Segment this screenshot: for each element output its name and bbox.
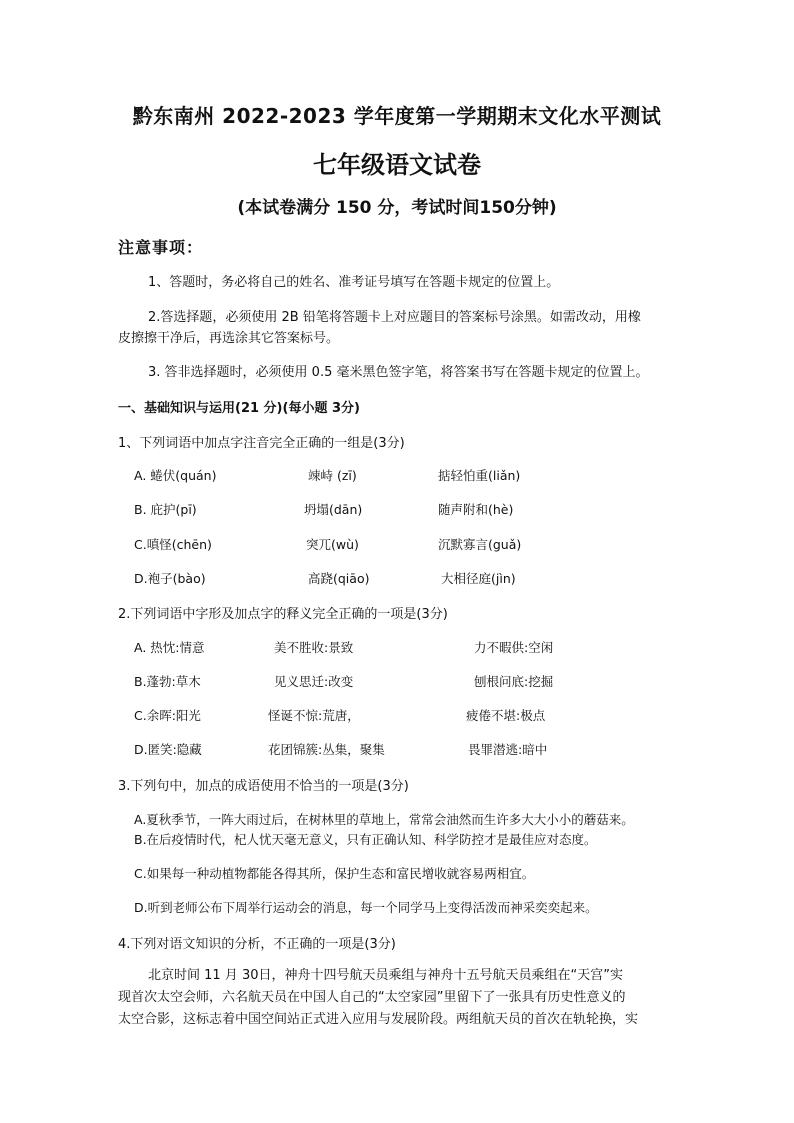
notice-heading: 注意事项： xyxy=(118,238,204,257)
q2-c-word-3: 疲倦不堪:极点 xyxy=(466,708,546,723)
q2-b-word-2: 见义思迁:改变 xyxy=(274,674,354,689)
q2-b-word-3: 刨根问底:挖掘 xyxy=(474,674,554,689)
q2-a-word-1: A. 热忱:情意 xyxy=(134,640,205,655)
q2-a-word-3: 力不暇供:空闲 xyxy=(474,640,554,655)
q4-passage-line-2: 现首次太空会师，六名航天员在中国人自己的“太空家园”里留下了一张具有历史性意义的 xyxy=(118,990,626,1005)
q1-b-word-2: 坍塌(dān) xyxy=(304,502,363,517)
q1-a-word-1: A. 蜷伏(quán) xyxy=(134,468,217,483)
q1-c-word-3: 沉默寡言(guǎ) xyxy=(438,537,522,552)
q4-passage-line-1: 北京时间 11 月 30日，神舟十四号航天员乘组与神舟十五号航天员乘组在“天宫”实 xyxy=(148,968,623,983)
q1-d-word-1: D.袍子(bào) xyxy=(134,571,206,586)
q2-c-word-2: 怪诞不惊:荒唐， xyxy=(268,708,360,723)
q2-d-word-3: 畏罪潜逃:暗中 xyxy=(468,742,548,757)
exam-subtitle: 七年级语文试卷 xyxy=(313,151,481,179)
q4-passage-line-3: 太空合影，这标志着中国空间站正式进入应用与发展阶段。两组航天员的首次在轨轮换，实 xyxy=(118,1012,639,1027)
notice-item-2-cont: 皮擦擦干净后，再选涂其它答案标号。 xyxy=(118,331,340,346)
section-heading: 一、基础知识与运用(21 分)(每小题 3分) xyxy=(118,401,360,416)
q1-b-word-1: B. 庇护(pī) xyxy=(134,502,197,517)
q2-a-word-2: 美不胜收:景致 xyxy=(274,640,354,655)
exam-info: (本试卷满分 150 分，考试时间150分钟) xyxy=(237,198,557,218)
notice-item-3: 3. 答非选择题时，必须使用 0.5 毫米黑色签字笔，将答案书写在答题卡规定的位置上。 xyxy=(148,365,649,380)
q1-a-word-2: 竦峙 (zī) xyxy=(308,468,357,483)
q3-option-a: A.夏秋季节，一阵大雨过后，在树林里的草地上，常常会油然而生许多大大小小的蘑菇来。 xyxy=(134,812,634,827)
q1-c-word-2: 突兀(wù) xyxy=(306,537,359,552)
question-1-stem: 1、下列词语中加点字注音完全正确的一组是(3分) xyxy=(118,436,405,451)
q3-option-d: D.听到老师公布下周举行运动会的消息，每一个同学马上变得活泼而神采奕奕起来。 xyxy=(134,900,598,915)
notice-item-1: 1、答题时，务必将自己的姓名、准考证号填写在答题卡规定的位置上。 xyxy=(148,275,560,290)
notice-item-2: 2.答选择题，必须使用 2B 铅笔将答题卡上对应题目的答案标号涂黑。如需改动，用橡 xyxy=(148,310,641,325)
exam-title: 黔东南州 2022-2023 学年度第一学期期末文化水平测试 xyxy=(132,104,662,128)
q2-c-word-1: C.余晖:阳光 xyxy=(134,708,201,723)
q2-d-word-2: 花团锦簇:丛集，聚集 xyxy=(268,742,385,757)
q2-b-word-1: B.蓬勃:草木 xyxy=(134,674,201,689)
question-2-stem: 2.下列词语中字形及加点字的释义完全正确的一项是(3分) xyxy=(118,607,448,622)
question-3-stem: 3.下列句中，加点的成语使用不恰当的一项是(3分) xyxy=(118,779,409,794)
q3-option-b: B.在后疫情时代，杞人忧天毫无意义，只有正确认知、科学防控才是最佳应对态度。 xyxy=(134,832,597,847)
q1-b-word-3: 随声附和(hè) xyxy=(438,502,514,517)
question-4-stem: 4.下列对语文知识的分析，不正确的一项是(3分) xyxy=(118,937,396,952)
q1-d-word-2: 高跷(qiāo) xyxy=(308,571,370,586)
q1-c-word-1: C.嗔怪(chēn) xyxy=(134,537,212,552)
q3-option-c: C.如果每一种动植物都能各得其所，保护生态和富民增收就容易两相宜。 xyxy=(134,866,535,881)
q1-a-word-3: 掂轻怕重(liǎn) xyxy=(438,468,521,483)
q1-d-word-3: 大相径庭(jìn) xyxy=(441,571,516,586)
q2-d-word-1: D.匿笑:隐藏 xyxy=(134,742,202,757)
